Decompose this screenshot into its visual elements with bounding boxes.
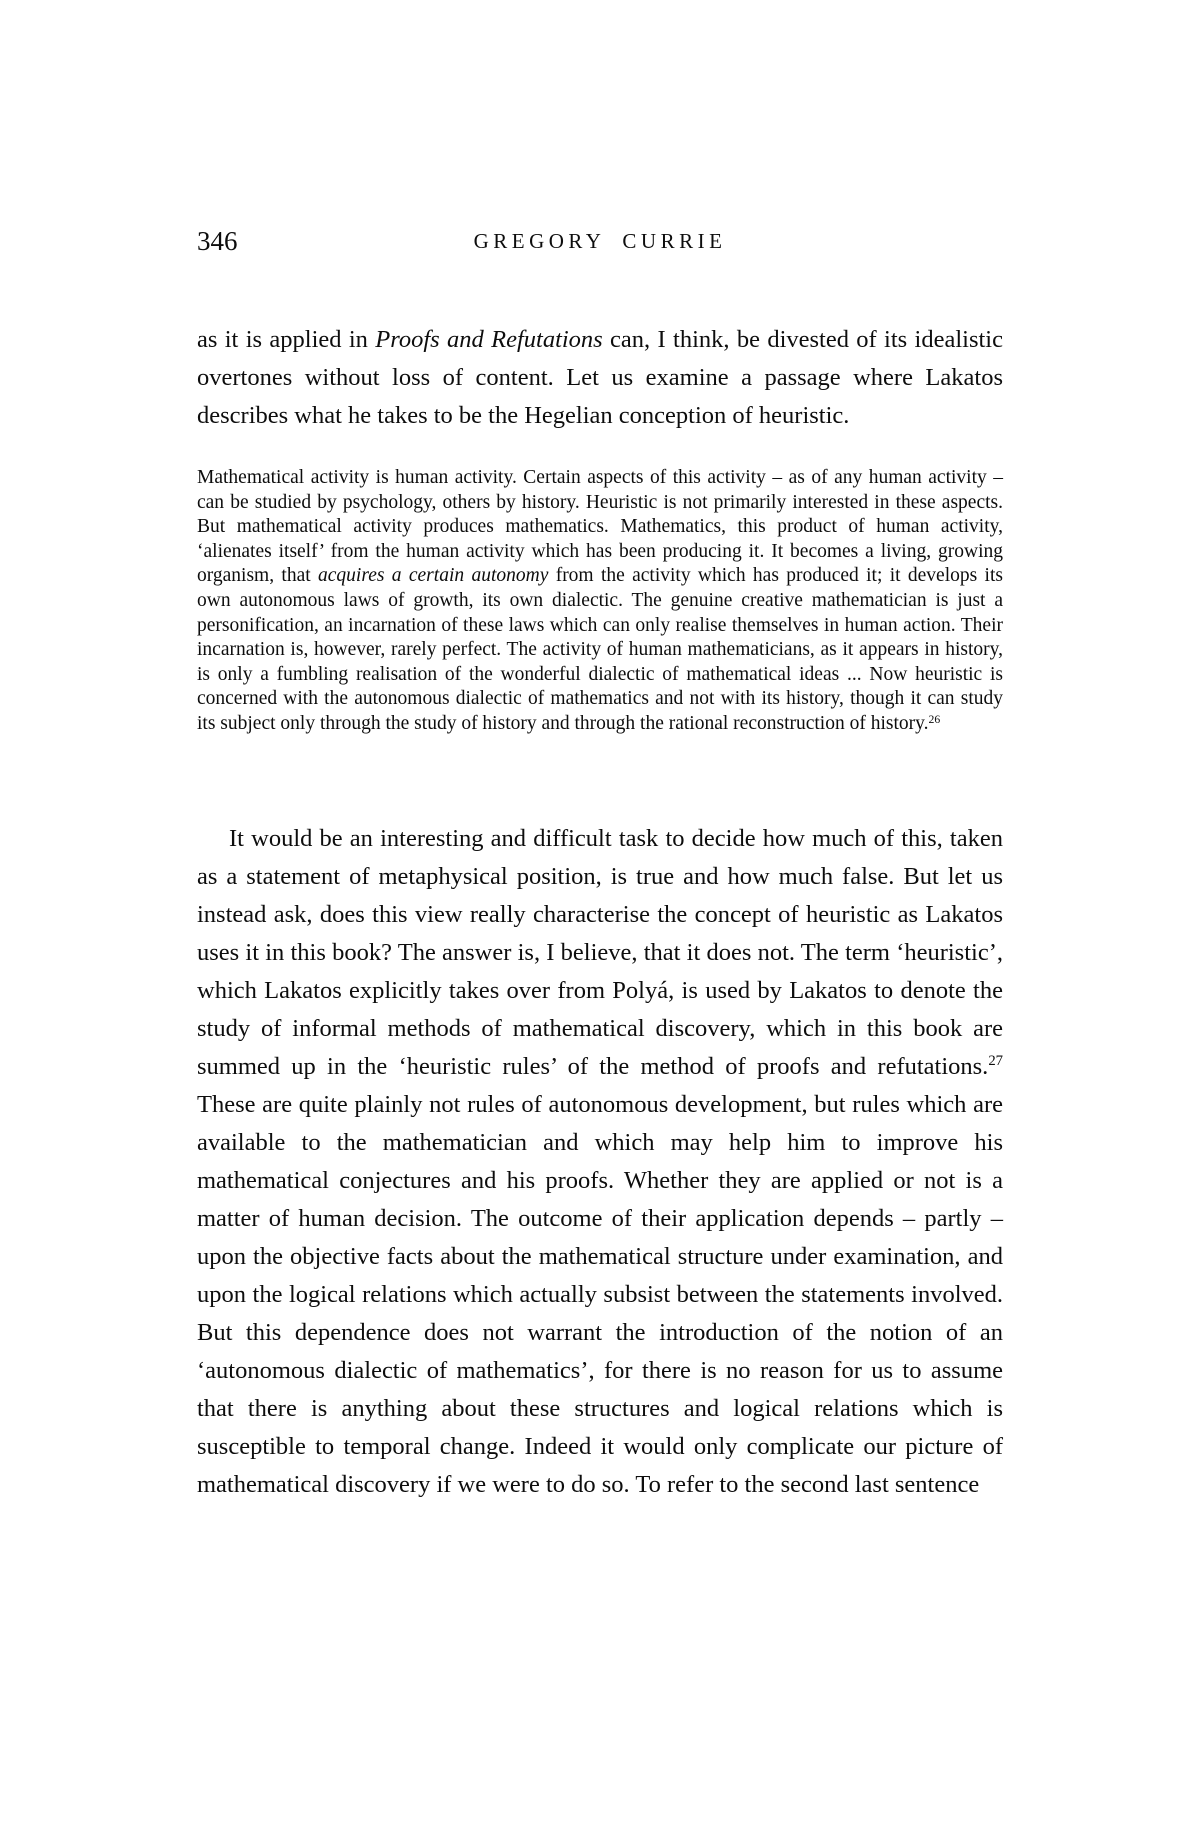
book-title-italic: Proofs and Refutations <box>375 325 603 353</box>
footnote-ref-26: 26 <box>928 712 941 726</box>
closing-text-part2: These are quite plainly not rules of autonomous development, but rules which are available to the mathematician and which may help him to improve his mathematical conjectures and his proofs. Whether they are applied or not is a matter of human decision. The outcome of their application depends – partly – upon the objective facts about the mathematical structure under examination, and upon the logical relations which actually subsist between the statements involved. But this dependence does not warrant the introduction of the notion of an ‘autonomous dialectic of mathematics’, for there is no reason for us to assume that there is anything about these structures and logical relations which is susceptible to temporal change. Indeed it would only complicate our picture of mathematical discovery if we were to do so. To refer to the second last sentence <box>197 1090 1003 1498</box>
quote-text-part2: from the activity which has produced it; it develops its own autonomous laws of growth, its own dialectic. The genuine creative mathematician is just a personification, an incarnation of these laws which can only realise themselves in human action. Their incarnation is, however, rarely perfect. The activity of human mathematicians, as it appears in history, is only a fumbling realisation of the wonderful dialectic of mathematical ideas ... Now heuristic is concerned with the autonomous dialectic of mathematics and not with its history, though it can study its subject only through the study of history and through the rational reconstruction of history. <box>197 565 1003 734</box>
page-number: 346 <box>197 226 238 256</box>
footnote-ref-27: 27 <box>988 1053 1003 1070</box>
intro-text-after-title: can, I think, be divested of its idealistic overtones without loss of content. Let us examine a passage where Lakatos describes what he takes to be the Hegelian conception of heuristic. <box>197 325 1003 429</box>
running-head: GREGORY CURRIE <box>473 229 727 253</box>
intro-paragraph <box>197 321 1003 435</box>
closing-paragraph <box>197 820 1003 1504</box>
quote-italic-phrase: acquires a certain autonomy <box>318 565 549 587</box>
intro-text-before-title: as it is applied in <box>197 325 376 353</box>
block-quote <box>197 466 1003 737</box>
quote-text-part1: Mathematical activity is human activity. Certain aspects of this activity – as of any human activity – can be studied by psychology, others by history. Heuristic is not primarily interested in these aspects. But mathematical activity produces mathematics. Mathematics, this product of human activity, ‘alienates itself’ from the human activity which has been producing it. It becomes a living, growing organism, that <box>197 467 1003 587</box>
closing-text-part1: It would be an interesting and difficult task to decide how much of this, taken as a statement of metaphysical position, is true and how much false. But let us instead ask, does this view really characterise the concept of heuristic as Lakatos uses it in this book? The answer is, I believe, that it does not. The term ‘heuristic’, which Lakatos explicitly takes over from Polyá, is used by Lakatos to denote the study of informal methods of mathematical discovery, which in this book are summed up in the ‘heuristic rules’ of the method of proofs and refutations. <box>197 824 1003 1080</box>
page-header <box>197 224 1003 258</box>
